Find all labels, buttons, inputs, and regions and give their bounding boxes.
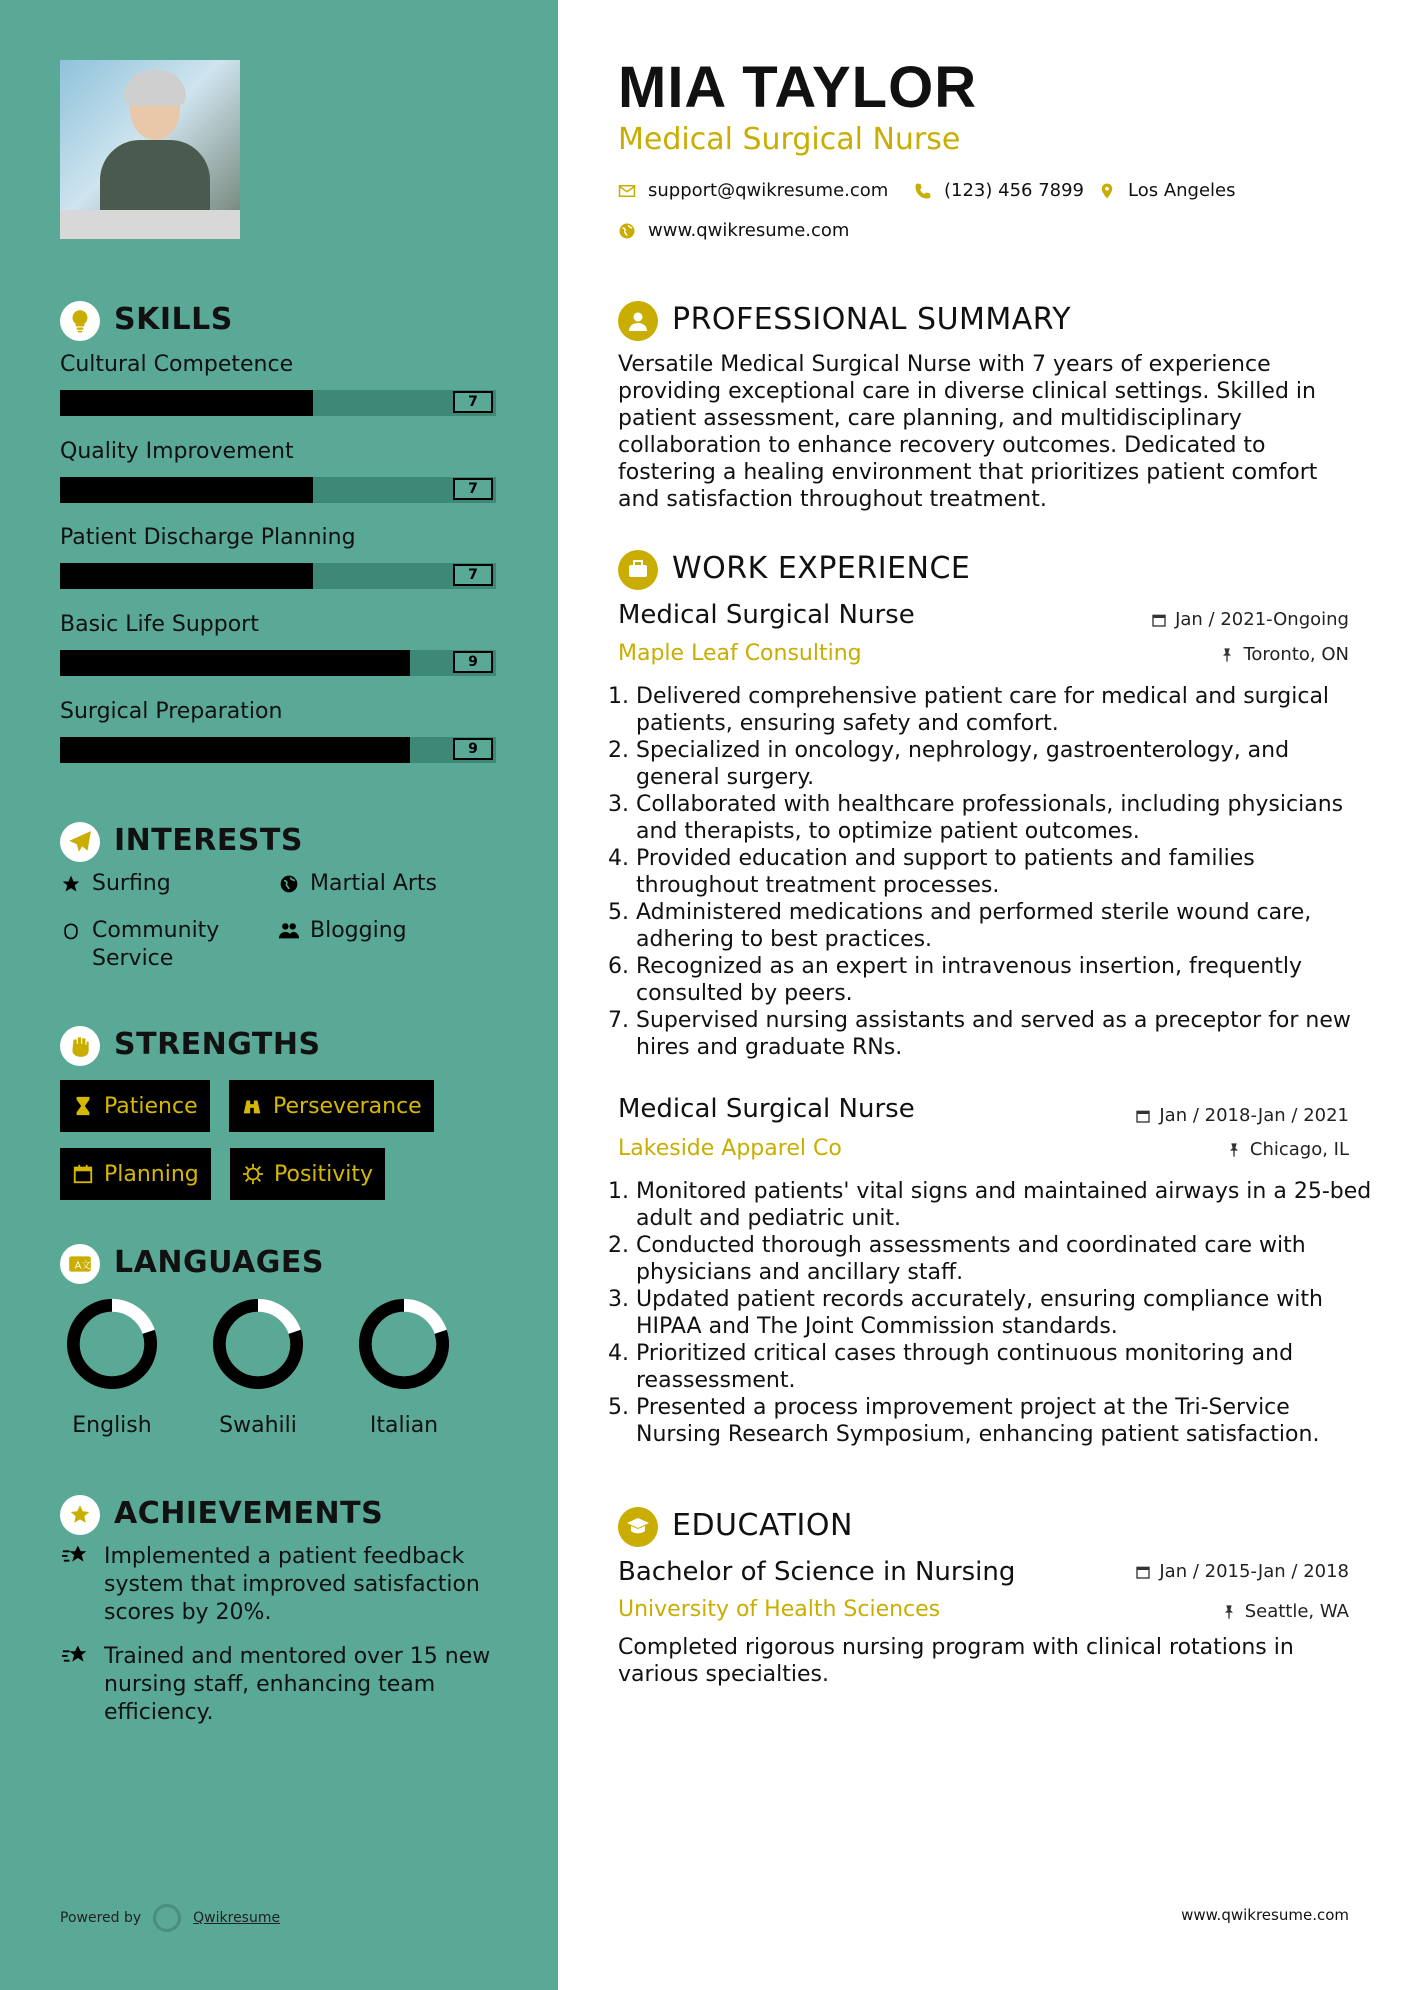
interests-heading: INTERESTS bbox=[114, 823, 303, 858]
strength-label: Patience bbox=[104, 1093, 198, 1119]
skill-bar bbox=[60, 390, 496, 416]
interest-label: Blogging bbox=[310, 918, 407, 943]
interest-item bbox=[60, 870, 171, 898]
job-bullet: 7. Supervised nursing assistants and served as a preceptor for new hires and graduate RNs. bbox=[636, 1007, 1376, 1061]
language-name: Italian bbox=[369, 1413, 439, 1438]
skill-label: Quality Improvement bbox=[60, 439, 294, 464]
language-level-ring bbox=[66, 1298, 158, 1390]
pin-icon bbox=[1226, 1142, 1242, 1158]
skill-bar-fill bbox=[60, 477, 313, 503]
achievement-text: Implemented a patient feedback system that improved satisfaction scores by 20%. bbox=[104, 1544, 480, 1625]
job-dates bbox=[1151, 609, 1349, 630]
strength-badge bbox=[229, 1080, 434, 1132]
qwikresume-link[interactable]: Qwikresume bbox=[193, 1910, 281, 1926]
briefcase-icon bbox=[618, 550, 658, 590]
strength-label: Positivity bbox=[274, 1161, 374, 1187]
strength-badge bbox=[230, 1148, 385, 1200]
job-dates-text: Jan / 2021-Ongoing bbox=[1175, 609, 1349, 630]
education-heading: EDUCATION bbox=[672, 1508, 853, 1543]
strengths-heading: STRENGTHS bbox=[114, 1027, 321, 1062]
hourglass-icon bbox=[72, 1095, 94, 1117]
fist-icon bbox=[60, 1026, 100, 1066]
users-icon bbox=[278, 920, 300, 942]
strength-label: Planning bbox=[104, 1161, 199, 1187]
star-icon bbox=[60, 873, 82, 895]
location-text: Los Angeles bbox=[1128, 180, 1236, 201]
skill-bar-fill bbox=[60, 390, 313, 416]
summary-heading: PROFESSIONAL SUMMARY bbox=[672, 302, 1072, 337]
stars-icon bbox=[60, 1543, 92, 1571]
education-text: Completed rigorous nursing program with clinical rotations in various specialties. bbox=[618, 1635, 1294, 1687]
job-bullet: 5. Administered medications and performed sterile wound care, adhering to best practices. bbox=[636, 899, 1376, 953]
lightbulb-icon bbox=[60, 301, 100, 341]
job-location-text: Toronto, ON bbox=[1243, 644, 1349, 665]
job-location bbox=[1219, 644, 1349, 665]
job-dates-text: Jan / 2018-Jan / 2021 bbox=[1159, 1105, 1349, 1126]
job-bullet: 2. Conducted thorough assessments and coordinated care with physicians and ancillary staff. bbox=[636, 1232, 1376, 1286]
qwikresume-logo-icon bbox=[153, 1904, 181, 1932]
language-icon bbox=[60, 1244, 100, 1284]
job-bullet: 4. Prioritized critical cases through continuous monitoring and reassessment. bbox=[636, 1340, 1376, 1394]
skill-level-number: 7 bbox=[453, 564, 493, 586]
profile-photo bbox=[60, 60, 240, 239]
education-dates bbox=[1135, 1561, 1349, 1582]
education-location bbox=[1221, 1601, 1349, 1622]
calendar-icon bbox=[1135, 1564, 1151, 1580]
language-name: English bbox=[72, 1413, 152, 1438]
skills-heading: SKILLS bbox=[114, 302, 233, 337]
medal-icon bbox=[60, 1495, 100, 1535]
job-company: Maple Leaf Consulting bbox=[618, 641, 862, 666]
job-title: Medical Surgical Nurse bbox=[618, 600, 915, 630]
job-bullet: 4. Provided education and support to patients and families throughout treatment processes. bbox=[636, 845, 1376, 899]
skill-bar-fill bbox=[60, 563, 313, 589]
powered-by bbox=[60, 1904, 280, 1932]
paper-plane-icon bbox=[60, 822, 100, 862]
interest-item bbox=[278, 870, 437, 898]
name-heading: MIA TAYLOR bbox=[618, 55, 978, 120]
phone-icon bbox=[914, 182, 932, 200]
skill-label: Patient Discharge Planning bbox=[60, 525, 356, 550]
achievement-item bbox=[60, 1643, 500, 1727]
skill-level-number: 7 bbox=[453, 478, 493, 500]
education-dates-text: Jan / 2015-Jan / 2018 bbox=[1159, 1561, 1349, 1582]
job-bullets bbox=[612, 1178, 1376, 1448]
job-bullet: 1. Delivered comprehensive patient care for medical and surgical patients, ensuring safety and comfort. bbox=[636, 683, 1376, 737]
website-text[interactable]: www.qwikresume.com bbox=[648, 220, 850, 241]
stars-icon bbox=[60, 1643, 92, 1671]
graduation-icon bbox=[618, 1507, 658, 1547]
skill-bar bbox=[60, 563, 496, 589]
pin-icon bbox=[1219, 647, 1235, 663]
language-level-ring bbox=[358, 1298, 450, 1390]
interest-item bbox=[60, 917, 260, 973]
interest-label: Martial Arts bbox=[310, 871, 438, 896]
calendar-icon bbox=[1151, 612, 1167, 628]
svg-text:A: A bbox=[74, 1260, 82, 1272]
job-bullet: 3. Collaborated with healthcare professionals, including physicians and therapists, to optimize patient outcomes. bbox=[636, 791, 1376, 845]
globe-icon bbox=[278, 873, 300, 895]
contact-email[interactable] bbox=[618, 180, 888, 201]
job-location-text: Chicago, IL bbox=[1249, 1139, 1349, 1160]
hand-icon bbox=[60, 920, 82, 942]
strength-label: Perseverance bbox=[273, 1093, 422, 1119]
skill-bar-fill bbox=[60, 650, 410, 676]
contact-website[interactable] bbox=[618, 220, 849, 241]
powered-by-label: Powered by bbox=[60, 1910, 142, 1926]
languages-heading: LANGUAGES bbox=[114, 1245, 324, 1280]
language-name: Swahili bbox=[219, 1413, 297, 1438]
job-dates bbox=[1135, 1105, 1349, 1126]
strength-badge bbox=[60, 1148, 211, 1200]
job-bullet: 6. Recognized as an expert in intravenous insertion, frequently consulted by peers. bbox=[636, 953, 1376, 1007]
calendar-icon bbox=[72, 1163, 94, 1185]
job-location bbox=[1226, 1139, 1349, 1160]
map-pin-icon bbox=[1098, 182, 1116, 200]
job-bullet: 5. Presented a process improvement project at the Tri-Service Nursing Research Symposium, enhancing patient satisfaction. bbox=[636, 1394, 1376, 1448]
degree-title: Bachelor of Science in Nursing bbox=[618, 1557, 1016, 1587]
binoculars-icon bbox=[241, 1095, 263, 1117]
achievements-heading: ACHIEVEMENTS bbox=[114, 1496, 384, 1531]
skill-label: Basic Life Support bbox=[60, 612, 259, 637]
pin-icon bbox=[1221, 1604, 1237, 1620]
job-bullet: 3. Updated patient records accurately, ensuring compliance with HIPAA and The Joint Commission standards. bbox=[636, 1286, 1376, 1340]
interest-label: Community Service bbox=[92, 918, 220, 971]
job-company: Lakeside Apparel Co bbox=[618, 1136, 842, 1161]
strength-badge bbox=[60, 1080, 210, 1132]
skill-bar bbox=[60, 650, 496, 676]
contact-phone[interactable] bbox=[914, 180, 1084, 201]
skill-bar bbox=[60, 477, 496, 503]
skill-level-number: 9 bbox=[453, 738, 493, 760]
phone-text[interactable]: (123) 456 7899 bbox=[944, 180, 1085, 201]
skill-bar-fill bbox=[60, 737, 410, 763]
svg-text:文: 文 bbox=[81, 1260, 91, 1272]
user-icon bbox=[618, 301, 658, 341]
email-text[interactable]: support@qwikresume.com bbox=[648, 180, 889, 201]
skill-label: Surgical Preparation bbox=[60, 699, 283, 724]
interest-label: Surfing bbox=[92, 871, 171, 896]
job-bullet: 1. Monitored patients' vital signs and maintained airways in a 25-bed adult and pediatric unit. bbox=[636, 1178, 1376, 1232]
footer-url[interactable]: www.qwikresume.com bbox=[1181, 1906, 1349, 1924]
calendar-icon bbox=[1135, 1108, 1151, 1124]
job-title: Medical Surgical Nurse bbox=[618, 1094, 915, 1124]
skill-bar bbox=[60, 737, 496, 763]
skill-label: Cultural Competence bbox=[60, 352, 294, 377]
achievement-text: Trained and mentored over 15 new nursing staff, enhancing team efficiency. bbox=[104, 1644, 491, 1725]
skill-level-number: 7 bbox=[453, 391, 493, 413]
experience-heading: WORK EXPERIENCE bbox=[672, 551, 971, 586]
job-bullet: 2. Specialized in oncology, nephrology, gastroenterology, and general surgery. bbox=[636, 737, 1376, 791]
interest-item bbox=[278, 917, 407, 945]
job-role: Medical Surgical Nurse bbox=[618, 122, 961, 157]
school-name: University of Health Sciences bbox=[618, 1597, 941, 1622]
education-location-text: Seattle, WA bbox=[1244, 1601, 1349, 1622]
globe-icon bbox=[618, 222, 636, 240]
sidebar bbox=[0, 0, 558, 1990]
contact-location bbox=[1098, 180, 1236, 201]
language-level-ring bbox=[212, 1298, 304, 1390]
summary-text: Versatile Medical Surgical Nurse with 7 years of experience providing exceptional care in diverse clinical settings. Skilled in patient assessment, care planning, and multidisciplinary collaboration to enhance recovery outcomes. Dedicated to fostering a healing environment that prioritizes patient comfort and satisfaction throughout treatment. bbox=[618, 352, 1318, 512]
achievement-item bbox=[60, 1543, 500, 1627]
job-bullets bbox=[612, 683, 1376, 1061]
envelope-icon bbox=[618, 182, 636, 200]
sun-icon bbox=[242, 1163, 264, 1185]
skill-level-number: 9 bbox=[453, 651, 493, 673]
